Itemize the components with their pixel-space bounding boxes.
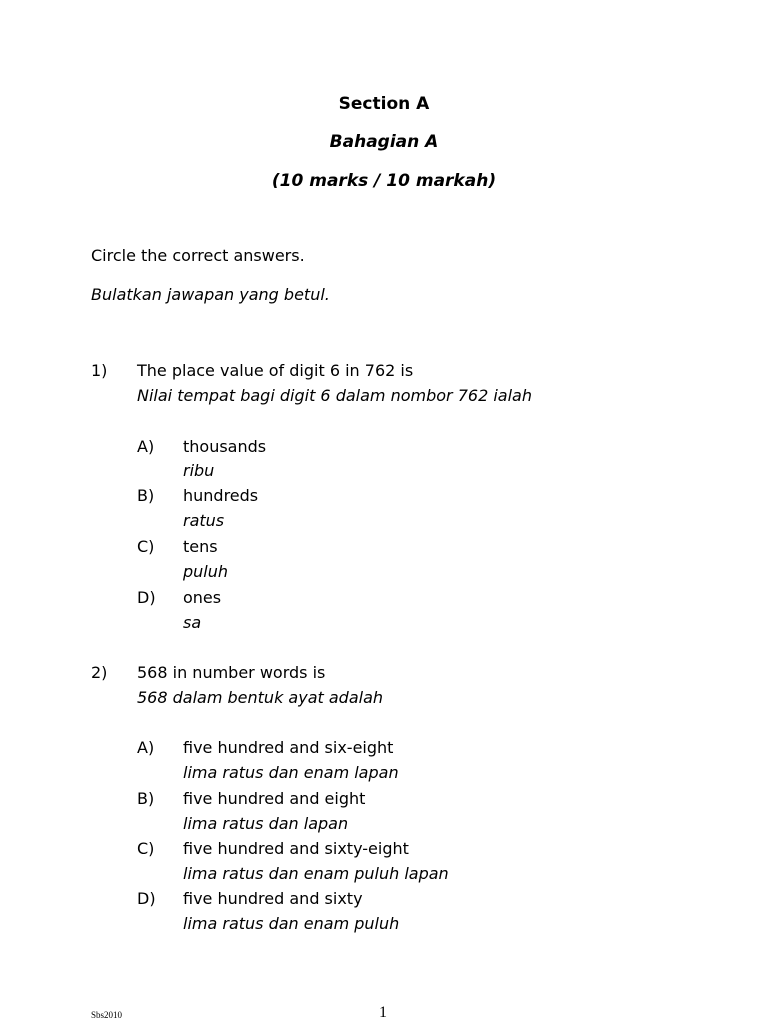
option-letter: D)	[137, 588, 156, 607]
option-text-ms: lima ratus dan enam lapan	[183, 763, 399, 782]
option-text-ms: ratus	[183, 511, 225, 530]
footer-code: Sbs2010	[91, 1010, 123, 1020]
option-letter: A)	[137, 738, 155, 757]
option-text-en: tens	[183, 537, 218, 556]
option-text-ms: sa	[183, 613, 202, 632]
question-number: 2)	[91, 663, 108, 682]
question-prompt-ms: Nilai tempat bagi digit 6 dalam nombor 762 ialah	[137, 386, 532, 405]
option-letter: A)	[137, 437, 155, 456]
option-text-ms: puluh	[183, 562, 229, 581]
option-text-ms: lima ratus dan enam puluh lapan	[183, 864, 449, 883]
option-letter: D)	[137, 889, 156, 908]
option-text-en: five hundred and eight	[183, 789, 366, 808]
question-prompt-en: The place value of digit 6 in 762 is	[137, 361, 414, 380]
option-text-en: five hundred and sixty	[183, 889, 363, 908]
page-number: 1	[379, 1004, 387, 1021]
question-prompt-en: 568 in number words is	[137, 663, 326, 682]
option-text-ms: lima ratus dan lapan	[183, 814, 349, 833]
option-text-en: ones	[183, 588, 222, 607]
option-letter: B)	[137, 789, 155, 808]
option-text-ms: ribu	[183, 461, 215, 480]
option-text-en: hundreds	[183, 486, 259, 505]
instruction-en: Circle the correct answers.	[91, 246, 305, 265]
section-title: Section A	[338, 94, 430, 114]
instruction-ms: Bulatkan jawapan yang betul.	[91, 285, 330, 304]
option-text-en: five hundred and sixty-eight	[183, 839, 409, 858]
question-prompt-ms: 568 dalam bentuk ayat adalah	[137, 688, 384, 707]
section-title-ms: Bahagian A	[329, 132, 439, 152]
option-letter: C)	[137, 839, 155, 858]
option-text-ms: lima ratus dan enam puluh	[183, 914, 400, 933]
option-text-en: five hundred and six-eight	[183, 738, 394, 757]
option-letter: C)	[137, 537, 155, 556]
option-text-en: thousands	[183, 437, 267, 456]
question-number: 1)	[91, 361, 108, 380]
option-letter: B)	[137, 486, 155, 505]
marks-label: (10 marks / 10 markah)	[271, 171, 497, 191]
